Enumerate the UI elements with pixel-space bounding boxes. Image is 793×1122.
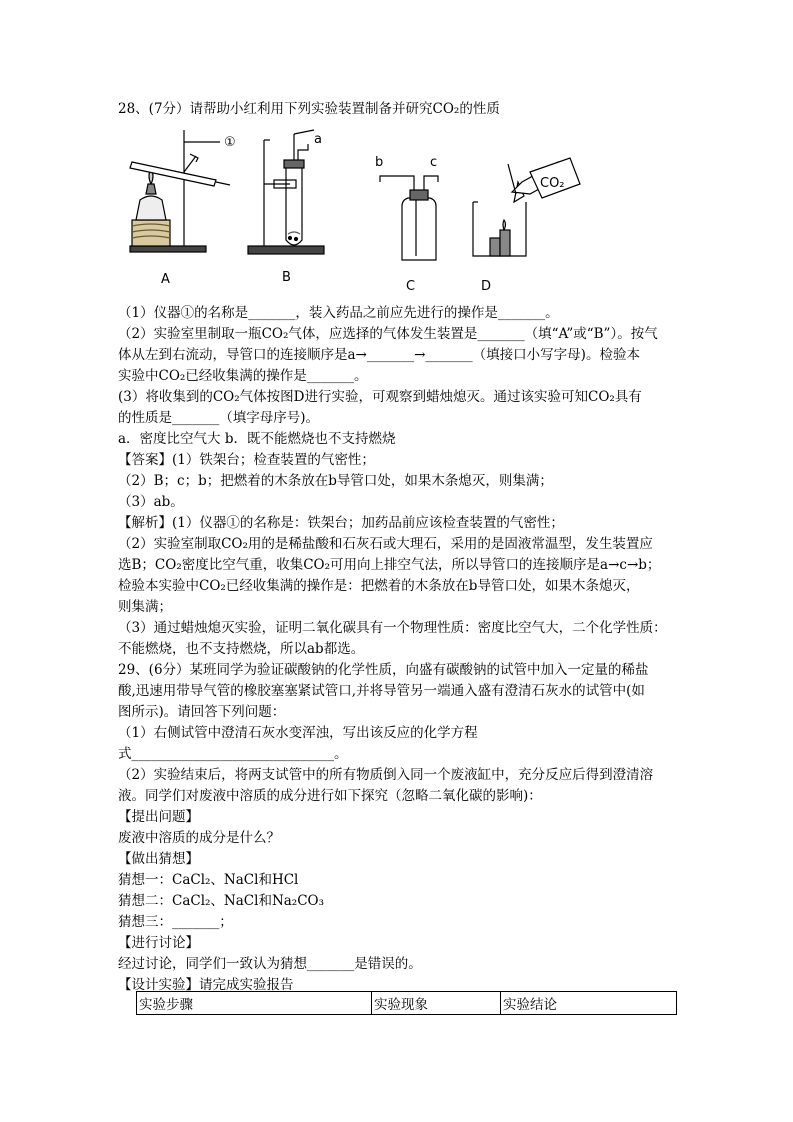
q29-heading: 【提出问题】 xyxy=(118,809,199,825)
label-b: b xyxy=(375,155,384,170)
caption-b: B xyxy=(282,270,291,285)
q28-analysis-line: 检验本实验中CO₂已经收集满的操作是：把燃着的木条放在b导管口处，如果木条熄灭， xyxy=(118,578,640,594)
q28-answer-line: 【答案】(1）铁架台；检查装置的气密性； xyxy=(118,452,375,468)
apparatus-drawing xyxy=(118,122,678,300)
q29-line: 废液中溶质的成分是什么？ xyxy=(118,830,280,846)
q28-line: 的性质是_______（填字母序号)。 xyxy=(118,410,320,426)
q28-line: （1）仪器①的名称是_______，装入药品之前应先进行的操作是_______。 xyxy=(118,305,559,321)
apparatus-b xyxy=(248,130,324,254)
caption-a: A xyxy=(161,272,170,287)
q29-heading: 【设计实验】请完成实验报告 xyxy=(118,977,294,993)
q28-answer-line: （2）B；c；b；把燃着的木条放在b导管口处，如果木条熄灭，则集满； xyxy=(118,473,553,489)
apparatus-d xyxy=(473,158,580,256)
label-c: c xyxy=(430,155,438,170)
q28-analysis-line: （3）通过蜡烛熄灭实验，证明二氧化碳具有一个物理性质：密度比空气大，二个化学性质： xyxy=(118,620,667,636)
apparatus-c xyxy=(380,176,438,260)
q28-answer-line: （3）ab。 xyxy=(118,494,184,510)
table-header-phenomenon: 实验现象 xyxy=(372,992,501,1015)
q29-line: 经过讨论，同学们一致认为猜想_______是错误的。 xyxy=(118,956,422,972)
table-header-steps: 实验步骤 xyxy=(137,992,372,1015)
table-row xyxy=(137,992,677,1015)
label-circle-1: ① xyxy=(224,135,236,150)
q29-heading: 【进行讨论】 xyxy=(118,935,199,951)
q28-line: 体从左到右流动，导管口的连接顺序是a→_______→_______（填接口小写字母)。检验本 xyxy=(118,347,640,363)
apparatus-a xyxy=(130,130,230,252)
q28-line: (3）将收集到的CO₂气体按图D进行实验，可观察到蜡烛熄灭。通过该实验可知CO₂具有 xyxy=(118,389,642,405)
caption-c: C xyxy=(406,279,416,294)
q29-guess-line: 猜想一：CaCl₂、NaCl和HCl xyxy=(118,872,299,888)
q29-guess-line: 猜想二：CaCl₂、NaCl和Na₂CO₃ xyxy=(118,893,325,909)
q29-heading: 【做出猜想】 xyxy=(118,851,199,867)
table-header-conclusion: 实验结论 xyxy=(501,992,677,1015)
apparatus-figure xyxy=(118,122,678,300)
q29-line: 液。同学们对废液中溶质的成分进行如下探究（忽略二氧化碳的影响)： xyxy=(118,788,542,804)
q29-guess-line: 猜想三：_______； xyxy=(118,914,233,930)
q29-line: （1）右侧试管中澄清石灰水变浑浊，写出该反应的化学方程 xyxy=(118,725,478,741)
q28-line: a．密度比空气大 b．既不能燃烧也不支持燃烧 xyxy=(118,431,396,447)
q29-line: （2）实验结束后，将两支试管中的所有物质倒入同一个废液缸中，充分反应后得到澄清溶 xyxy=(118,767,654,783)
caption-d: D xyxy=(481,279,492,294)
q28-analysis-line: （2）实验室制取CO₂用的是稀盐酸和石灰石或大理石，采用的是固液常温型，发生装置应 xyxy=(118,536,653,552)
label-a: a xyxy=(314,132,322,147)
q28-analysis-line: 【解析】(1）仪器①的名称是：铁架台；加药品前应该检查装置的气密性； xyxy=(118,515,564,531)
q28-analysis-line: 则集满； xyxy=(118,599,172,615)
q28-line: （2）实验室里制取一瓶CO₂气体，应选择的气体发生装置是_______（填“A”或“B”）。按气 xyxy=(118,326,658,342)
q28-line: 实验中CO₂已经收集满的操作是_______。 xyxy=(118,368,368,384)
experiment-report-table xyxy=(136,991,677,1015)
q29-line: 29、(6分）某班同学为验证碳酸钠的化学性质，向盛有碳酸钠的试管中加入一定量的稀盐 xyxy=(118,662,649,678)
q28-analysis-line: 不能燃烧，也不支持燃烧，所以ab都选。 xyxy=(118,641,365,657)
label-co2: CO₂ xyxy=(540,176,565,191)
q29-line: 式______________________________。 xyxy=(118,746,348,762)
q28-analysis-line: 选B；CO₂密度比空气重，收集CO₂可用向上排空气法，所以导管口的连接顺序是a→c→b； xyxy=(118,557,661,573)
q28-title: 28、(7分）请帮助小红利用下列实验装置制备并研究CO₂的性质 xyxy=(118,101,500,117)
q29-line: 酸,迅速用带导气管的橡胶塞塞紧试管口,并将导管另一端通入盛有澄清石灰水的试管中(如 xyxy=(118,683,645,699)
q29-line: 图所示)。请回答下列问题： xyxy=(118,704,286,720)
